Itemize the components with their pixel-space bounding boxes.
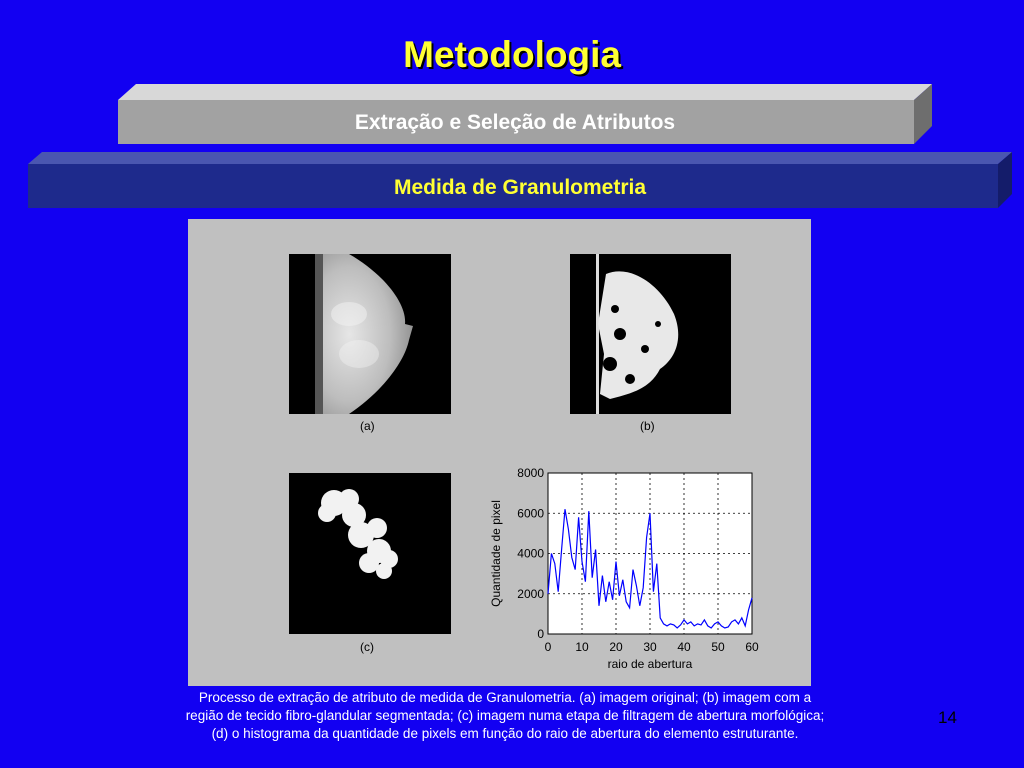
y-tick-label: 0 (537, 627, 544, 641)
panel-label-a: (a) (360, 419, 375, 433)
segmented-tissue-image (570, 254, 731, 414)
y-tick-label: 6000 (517, 506, 544, 521)
subsection-title: Medida de Granulometria (393, 176, 647, 199)
caption-line-3: (d) o histograma da quantidade de pixels em função do raio de abertura do elemento estruturante. (211, 726, 799, 741)
y-tick-label: 8000 (517, 466, 544, 480)
x-tick-label: 20 (609, 640, 623, 654)
panel-label-b: (b) (640, 419, 655, 433)
opening-filter-image (289, 473, 451, 634)
caption-line-1: Processo de extração de atributo de medida de Granulometria. (a) imagem original; (b) imagem com a (198, 690, 812, 705)
slide-title: Metodologia (403, 34, 621, 75)
page-number: 14 (938, 708, 957, 727)
panel-label-c: (c) (360, 640, 374, 654)
section-banner (118, 84, 932, 144)
granulometry-histogram-chart (478, 459, 778, 679)
figure-caption (120, 689, 890, 743)
x-tick-label: 0 (544, 640, 552, 654)
y-tick-label: 4000 (517, 546, 544, 561)
x-tick-label: 50 (711, 640, 725, 654)
section-title: Extração e Seleção de Atributos (354, 111, 676, 134)
x-axis-ticks (545, 640, 759, 654)
y-axis-ticks (517, 466, 544, 641)
x-tick-label: 30 (643, 640, 657, 654)
subsection-banner (28, 152, 1012, 208)
y-axis-label: Quantidade de pixel (489, 500, 503, 607)
x-tick-label: 60 (745, 640, 759, 654)
caption-line-2: região de tecido fibro-glandular segmentada; (c) imagem numa etapa de filtragem de abertura morfológica; (185, 708, 825, 723)
original-mammogram-image (289, 254, 451, 414)
y-tick-label: 2000 (517, 586, 544, 601)
x-axis-label: raio de abertura (607, 657, 693, 671)
x-tick-label: 10 (575, 640, 589, 654)
granulometry-figure (188, 219, 811, 686)
x-tick-label: 40 (677, 640, 691, 654)
